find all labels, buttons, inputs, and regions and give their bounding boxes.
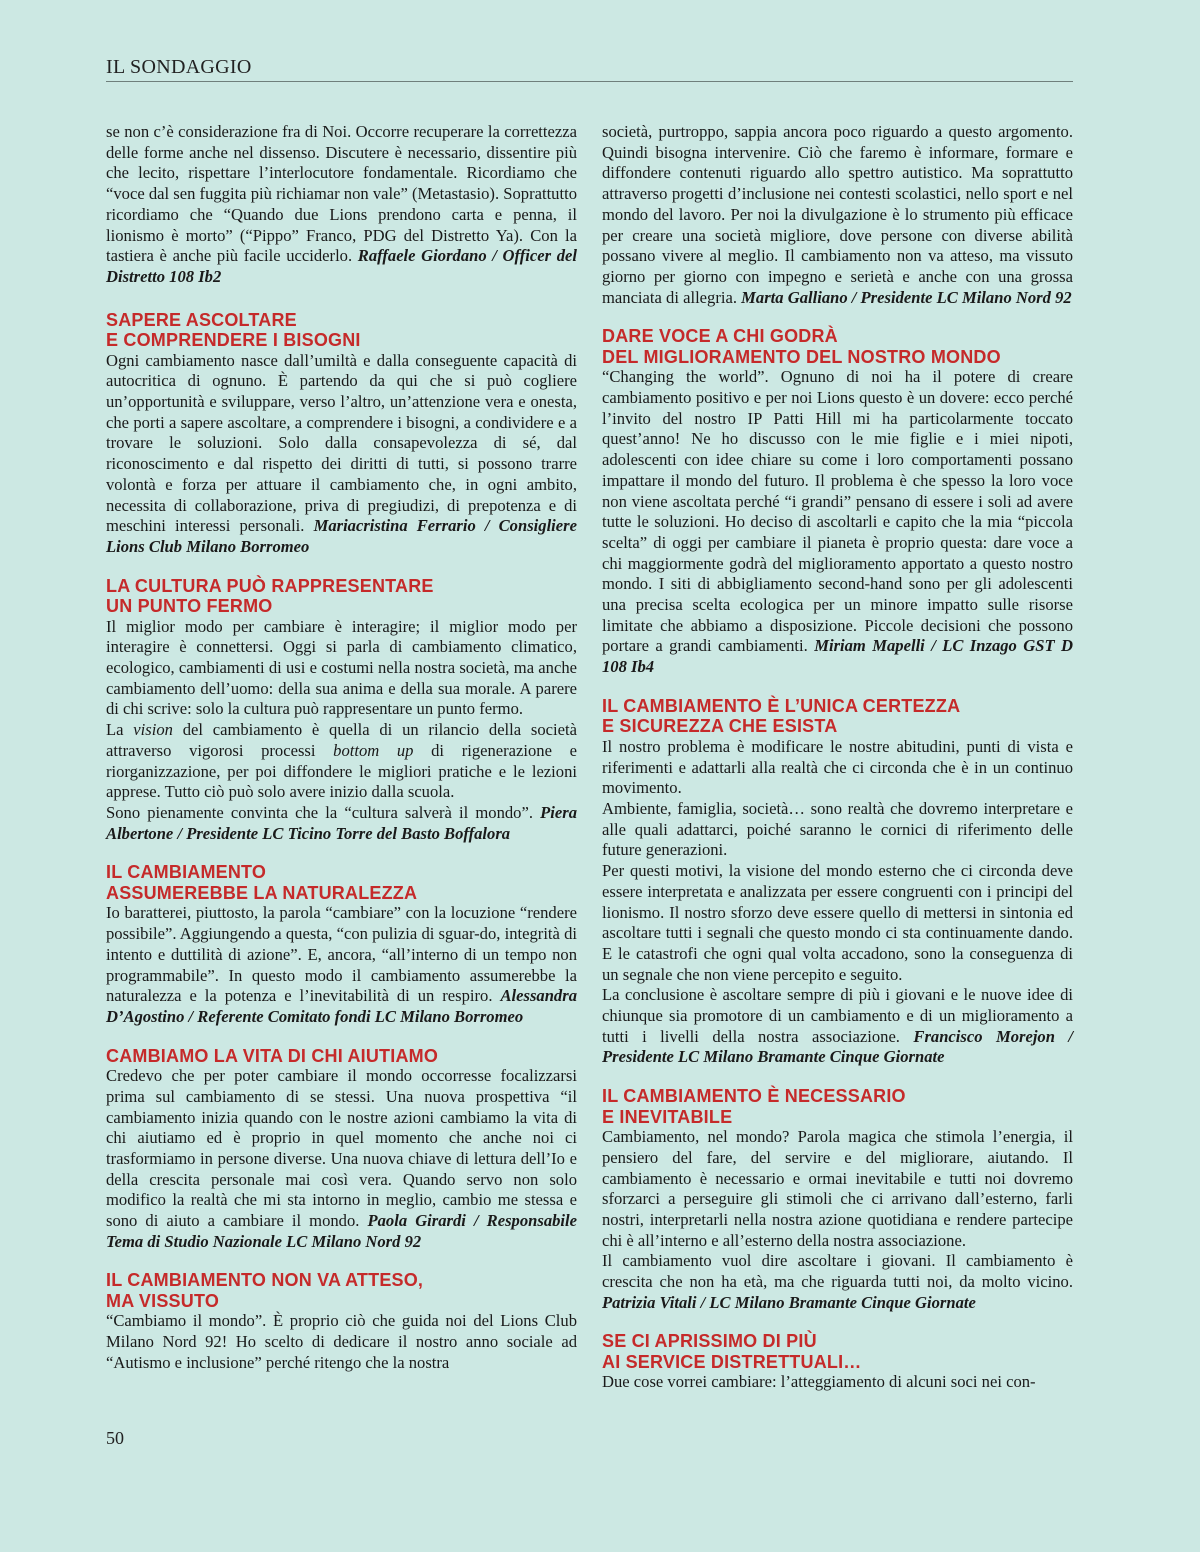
section-paragraph: Ogni cambiamento nasce dall’umiltà e dalla conseguente capacità di autocritica di ognuno. È partendo da qui che si può cogliere un’opportunità e sviluppare, verso l’altro, un’attenzione vera e onesta, che porti a sapere ascoltare, a comprendere i bisogni, a condividere e a trovare le soluzioni. Solo dalla consapevolezza di sé, dal riconoscimento e dal rispetto dei diritti di tutti, si possono trarre volontà e forza per attuare il cambiamento che, in ogni ambito, necessita di collaborazione, priva di pregiudizi, di prepotenza e di meschini interessi personali. Mariacristina Ferrario / Consigliere Lions Club Milano Borromeo — [106, 350, 577, 556]
section-header: IL SONDAGGIO — [106, 56, 252, 78]
signature: Patrizia Vitali / LC Milano Bramante Cinque Giornate — [602, 1292, 976, 1312]
section-paragraph: Per questi motivi, la visione del mondo esterno che ci circonda deve essere interpretata e analizzata per essere congruenti con i principi del lionismo. Il nostro sforzo deve essere quello di mettersi in sintonia ed ascoltare tutti i segnali che questo mondo ci sta continuamente dando. E le catastrofi che ogni qual volta accadono, sono la conseguenza di un segnale che non viene percepito e seguito. — [602, 861, 1073, 984]
section-paragraph: La conclusione è ascoltare sempre di più i giovani e le nuove idee di chiunque sia promotore di un cambiamento e di un miglioramento a tutti i livelli della nostra associazione. Francisco Morejon / Presidente LC Milano Bramante Cinque Giornate — [602, 985, 1073, 1067]
section-paragraph: La vision del cambiamento è quella di un rilancio della società attraverso vigorosi processi bottom up di rigenerazione e riorganizzazione, per poi diffondere le migliori pratiche e le lezioni apprese. Tutto ciò può solo avere inizio dalla scuola. — [106, 720, 577, 802]
continued-paragraph: società, purtroppo, sappia ancora poco riguardo a questo argomento. Quindi bisogna intervenire. Ciò che faremo è informare, formare e diffondere contenuti riguardo allo spettro autistico. Ma soprattutto attraverso progetti d’inclusione nei contesti scolastici, nello sport e nel mondo del lavoro. Per noi la divulgazione è lo strumento più efficace per creare una società migliore, dove persone con diverse abilità possano vivere al meglio. Il cambiamento non va atteso, ma vissuto giorno per giorno con impegno e serietà e anche con una grossa manciata di allegria. Marta Galliano / Presidente LC Milano Nord 92 — [602, 122, 1073, 307]
left-column — [106, 122, 577, 1374]
signature: Miriam Mapelli / LC Inzago GST D 108 Ib4 — [602, 636, 1073, 677]
right-column — [602, 122, 1073, 1393]
signature: Piera Albertone / Presidente LC Ticino Torre del Basto Boffalora — [106, 802, 577, 843]
section-heading: SAPERE ASCOLTARE E COMPRENDERE I BISOGNI — [106, 309, 361, 351]
section-heading: IL CAMBIAMENTO NON VA ATTESO, MA VISSUTO — [106, 1270, 424, 1311]
section-heading: IL CAMBIAMENTO ASSUMEREBBE LA NATURALEZZA — [106, 862, 418, 903]
header-divider — [106, 81, 1073, 82]
section-paragraph: Il miglior modo per cambiare è interagire; il miglior modo per interagire è connettersi. Oggi si parla di cambiamento climatico, ecologico, cambiamenti di usi e costumi nella nostra società, ma anche cambiamento dell’uomo: della sua anima e della sua morale. A parere di chi scrive: solo la cultura può rappresentare un punto fermo. — [106, 616, 577, 719]
section-heading: SE CI APRISSIMO DI PIÙ AI SERVICE DISTRETTUALI… — [602, 1331, 862, 1372]
signature: Alessandra D’Agostino / Referente Comitato fondi LC Milano Borromeo — [106, 986, 577, 1026]
section-heading: DARE VOCE A CHI GODRÀ DEL MIGLIORAMENTO DEL NOSTRO MONDO — [602, 326, 1001, 367]
section-paragraph: “Changing the world”. Ognuno di noi ha il potere di creare cambiamento positivo e per noi Lions questo è un dovere: ecco perché l’invito del nostro IP Patti Hill mi ha particolarmente toccato quest’anno! Ne ho discusso con le mie figlie e i miei nipoti, adolescenti con idee chiare su come i loro comportamenti possano impattare il mondo del futuro. Il problema è che spesso la loro voce non viene ascoltata perché “i grandi” pensano di essere i soli ad avere tutte le soluzioni. Ho deciso di ascoltarli e capito che la mia “piccola scelta” di oggi per cambiare il pianeta è proprio questa: dare voce a chi maggiormente godrà del miglioramento apportato a questo nostro mondo. I siti di abbigliamento second-hand sono per gli adolescenti una precisa scelta ecologica per un minore impatto sulle risorse limitate che abbiamo a disposizione. Piccole decisioni che possono portare a grandi cambiamenti. Miriam Mapelli / LC Inzago GST D 108 Ib4 — [602, 367, 1073, 677]
section-paragraph: “Cambiamo il mondo”. È proprio ciò che guida noi del Lions Club Milano Nord 92! Ho scelto di dedicare il nostro anno sociale ad “Autismo e inclusione” perché ritengo che la nostra — [106, 1311, 577, 1372]
section-paragraph: Il nostro problema è modificare le nostre abitudini, punti di vista e riferimenti e adattarli alla realtà che ci circonda che è in un continuo movimento. — [602, 736, 1073, 798]
section-paragraph: Io baratterei, piuttosto, la parola “cambiare” con la locuzione “rendere possibile”. Aggiungendo a questa, “con pulizia di sguar-do, integrità di intento e duttilità di azione”. E, ancora, “all’interno di un tempo non programmabile”. In questo modo il cambiamento assumerebbe la naturalezza e la potenza e l’inevitabilità di un respiro. Alessandra D’Agostino / Referente Comitato fondi LC Milano Borromeo — [106, 903, 577, 1026]
signature: Francisco Morejon / Presidente LC Milano Bramante Cinque Giornate — [602, 1026, 1073, 1067]
section-paragraph: Il cambiamento vuol dire ascoltare i giovani. Il cambiamento è crescita che non ha età, ma che riguarda tutti noi, da molto vicino. Patrizia Vitali / LC Milano Bramante Cinque Giornate — [602, 1251, 1073, 1312]
section-heading: IL CAMBIAMENTO È NECESSARIO E INEVITABILE — [602, 1086, 906, 1127]
section-paragraph: Cambiamento, nel mondo? Parola magica che stimola l’energia, il pensiero del fare, del servire e del migliorare, aiutando. Il cambiamento è necessario e ormai inevitabile e tutti noi dovremo sforzarci a perseguire gli stimoli che ci arrivano dall’esterno, farli nostri, interpretarli nella nostra azione quotidiana e rendere partecipe chi è all’interno e all’esterno della nostra associazione. — [602, 1127, 1073, 1250]
section-paragraph: Ambiente, famiglia, società… sono realtà che dovremo interpretare e alle quali adattarci, poiché saranno le cornici di riferimento delle future generazioni. — [602, 798, 1073, 860]
intro-paragraph: se non c’è considerazione fra di Noi. Occorre recuperare la correttezza delle forme anche nel dissenso. Discutere è necessario, dissentire più che lecito, rispettare l’interlocutore fondamentale. Ricordiamo che “voce dal sen fuggita più richiamar non vale” (Metastasio). Soprattutto ricordiamo che “Quando due Lions prendono carta e penna, il lionismo è morto” (“Pippo” Franco, PDG del Distretto Ya). Con la tastiera è anche più facile ucciderlo. Raffaele Giordano / Officer del Distretto 108 Ib2 — [106, 122, 578, 286]
signature: Mariacristina Ferrario / Consigliere Lions Club Milano Borromeo — [106, 516, 577, 556]
signature: Raffaele Giordano / Officer del Distretto 108 Ib2 — [106, 246, 578, 286]
signature: Marta Galliano / Presidente LC Milano Nord 92 — [741, 287, 1072, 307]
signature: Paola Girardi / Responsabile Tema di Studio Nazionale LC Milano Nord 92 — [106, 1211, 577, 1251]
page-number: 50 — [106, 1428, 124, 1448]
section-paragraph: Credevo che per poter cambiare il mondo occorresse focalizzarsi prima sul cambiamento di se stessi. Una nuova prospettiva “il cambiamento inizia quando con le nostre azioni cambiamo la vita di chi aiutiamo ed è proprio in quel momento che anche noi ci trasformiamo in persone diverse. Una nuova chiave di lettura dell’Io e della crescita personale mai così vera. Quando servo non solo modifico la realtà che mi sta intorno in meglio, cambio me stessa e sono di aiuto a cambiare il mondo. Paola Girardi / Responsabile Tema di Studio Nazionale LC Milano Nord 92 — [106, 1066, 577, 1251]
section-heading: LA CULTURA PUÒ RAPPRESENTARE UN PUNTO FERMO — [106, 575, 434, 617]
section-paragraph: Sono pienamente convinta che la “cultura salverà il mondo”. Piera Albertone / Presidente LC Ticino Torre del Basto Boffalora — [106, 802, 577, 843]
section-heading: IL CAMBIAMENTO È L’UNICA CERTEZZA E SICUREZZA CHE ESISTA — [602, 695, 961, 737]
section-paragraph: Due cose vorrei cambiare: l’atteggiamento di alcuni soci nei con- — [602, 1372, 1036, 1392]
section-heading: CAMBIAMO LA VITA DI CHI AIUTIAMO — [106, 1045, 439, 1066]
